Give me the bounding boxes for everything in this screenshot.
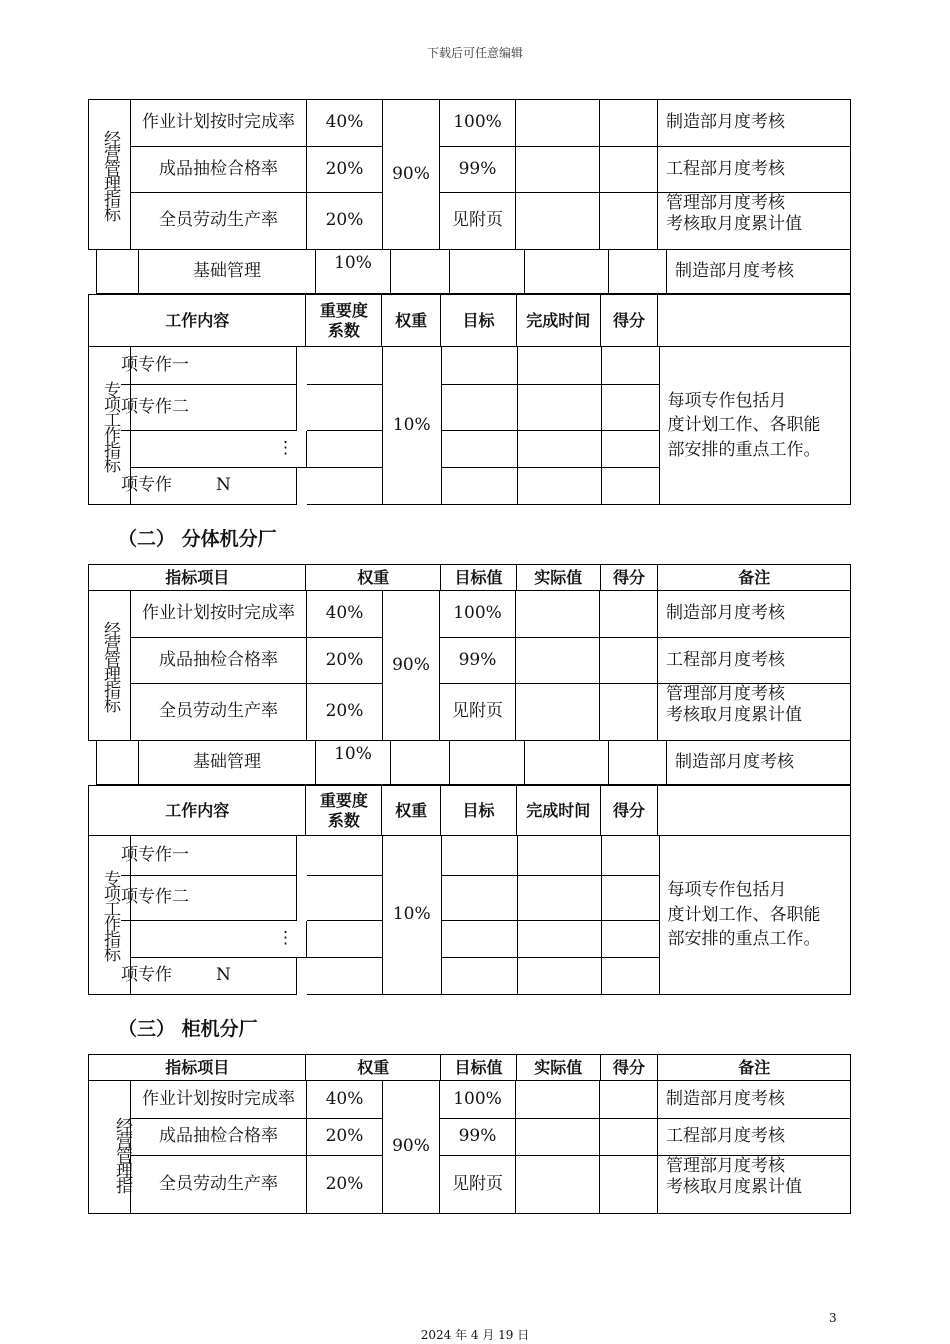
plan-rate-actual[interactable] [516,1081,600,1119]
note-line-1: 管理部月度考核 [666,193,785,213]
qc-rate-score[interactable] [600,1119,658,1156]
task-1: 项专作一 [121,836,297,876]
qc-rate-score[interactable] [600,147,658,193]
basic-mgmt-c4[interactable] [609,250,667,294]
h-importance-2: 系数 [327,810,360,830]
productivity-actual[interactable] [516,193,600,250]
mgmt-index-label: 经营管理指标 [89,100,131,250]
h-importance-1: 重要度 [319,300,368,320]
section-3-title: （三） 柜机分厂 [118,1018,258,1040]
task-2: 项专作二 [121,385,297,431]
productivity-actual[interactable] [516,684,600,741]
special-weight: 10% [383,347,442,505]
plan-rate-label: 作业计划按时完成率 [131,100,307,147]
imp-1[interactable] [307,347,383,385]
h-weight: 权重 [306,1055,441,1081]
qc-rate-label: 成品抽检合格率 [131,1119,307,1156]
note-line-2: 考核取月度累计值 [666,1177,802,1198]
h-importance [306,295,382,347]
h-score: 得分 [601,565,659,591]
plan-rate-target: 100% [440,1081,516,1119]
plan-rate-weight: 40% [307,1081,383,1119]
task-n-suffix: N [216,965,231,986]
plan-rate-label: 作业计划按时完成率 [131,591,307,638]
special-note-1: 每项专作包括月 [667,390,787,411]
productivity-weight: 20% [307,684,383,741]
h-target: 目标值 [441,565,517,591]
special-work-table-2 [88,785,851,995]
qc-rate-note: 工程部月度考核 [658,1119,851,1156]
qc-rate-weight: 20% [307,147,383,193]
productivity-score[interactable] [600,1156,658,1214]
page-header: 下载后可任意编辑 [426,46,523,60]
h-actual: 实际值 [517,1055,601,1081]
plan-rate-weight: 40% [307,591,383,638]
task-ellipsis: ⋮ [131,921,307,958]
basic-mgmt-blank [97,250,139,294]
productivity-note [658,193,851,250]
imp-2[interactable] [307,385,383,431]
plan-rate-actual[interactable] [516,100,600,147]
productivity-label: 全员劳动生产率 [131,684,307,741]
h-importance [306,786,382,836]
qc-rate-label: 成品抽检合格率 [131,147,307,193]
h-score: 得分 [601,1055,659,1081]
special-note-1: 每项专作包括月 [667,880,787,901]
basic-mgmt-weight: 10% [316,741,391,785]
qc-rate-weight: 20% [307,638,383,684]
special-note-3: 部安排的重点工作。 [667,929,821,950]
special-note [660,347,851,505]
plan-rate-score[interactable] [600,100,658,147]
h-finish: 完成时间 [517,786,601,836]
imp-3[interactable] [307,431,383,468]
special-index-label: 专项工作指标 [89,347,131,505]
task-n-suffix: N [216,475,231,496]
qc-rate-note: 工程部月度考核 [658,147,851,193]
productivity-note [658,684,851,741]
special-note-3: 部安排的重点工作。 [667,439,821,460]
special-work-table-1 [88,294,851,505]
h-goal: 目标 [441,295,517,347]
page-number: 3 [829,1311,837,1325]
h-weight: 权重 [306,565,441,591]
plan-rate-target: 100% [440,591,516,638]
h-finish: 完成时间 [517,295,601,347]
qc-rate-actual[interactable] [516,638,600,684]
qc-rate-actual[interactable] [516,147,600,193]
productivity-target: 见附页 [440,1156,516,1214]
h-weight: 权重 [382,786,441,836]
h-weight: 权重 [382,295,441,347]
task-n [121,958,297,995]
qc-rate-target: 99% [440,638,516,684]
productivity-score[interactable] [600,193,658,250]
plan-rate-note: 制造部月度考核 [658,591,851,638]
task-ellipsis: ⋮ [131,431,307,468]
section-2-title: （二） 分体机分厂 [118,528,277,550]
basic-mgmt-label: 基础管理 [139,741,316,785]
h-content: 工作内容 [89,786,306,836]
productivity-target: 见附页 [440,193,516,250]
productivity-weight: 20% [307,1156,383,1214]
mgmt-total-weight: 90% [383,100,440,250]
qc-rate-note: 工程部月度考核 [658,638,851,684]
plan-rate-weight: 40% [307,100,383,147]
productivity-note [658,1156,851,1214]
productivity-label: 全员劳动生产率 [131,193,307,250]
basic-mgmt-row [96,741,851,785]
qc-rate-label: 成品抽检合格率 [131,638,307,684]
h-score: 得分 [601,295,659,347]
h-remark: 备注 [658,565,851,591]
basic-mgmt-label: 基础管理 [139,250,316,294]
qc-rate-score[interactable] [600,638,658,684]
task-n [121,468,297,505]
mgmt-index-label: 经营管理指标 [89,591,131,741]
basic-mgmt-c2[interactable] [450,250,525,294]
task-1: 项专作一 [121,347,297,385]
h-item: 指标项目 [89,1055,306,1081]
note-line-2: 考核取月度累计值 [666,214,802,235]
mgmt-total-weight: 90% [383,591,440,741]
table-2 [88,564,851,741]
mgmt-index-label: 经营管理指 [89,1081,131,1214]
footer-date: 2024 年 4 月 19 日 [420,1328,530,1342]
imp-n[interactable] [307,468,383,505]
h-target: 目标值 [441,1055,517,1081]
note-line-2: 考核取月度累计值 [666,705,802,726]
basic-mgmt-note: 制造部月度考核 [667,250,851,294]
qc-rate-weight: 20% [307,1119,383,1156]
qc-rate-actual[interactable] [516,1119,600,1156]
table-1-continued [88,99,851,250]
basic-mgmt-weight: 10% [316,250,391,294]
special-index-label: 专项工作指标 [89,836,131,995]
qc-rate-target: 99% [440,147,516,193]
plan-rate-note: 制造部月度考核 [658,100,851,147]
special-weight: 10% [383,836,442,995]
task-n-label: 项专作 [121,475,172,496]
table-3 [88,1054,851,1214]
plan-rate-actual[interactable] [516,591,600,638]
productivity-target: 见附页 [440,684,516,741]
plan-rate-score[interactable] [600,1081,658,1119]
special-note-2: 度计划工作、各职能 [667,415,821,436]
basic-mgmt-c3[interactable] [525,250,609,294]
h-importance-2: 系数 [327,320,360,340]
basic-mgmt-note: 制造部月度考核 [667,741,851,785]
h-blank [658,295,851,347]
h-item: 指标项目 [89,565,306,591]
h-score: 得分 [601,786,659,836]
task-n-label: 项专作 [121,965,172,986]
plan-rate-score[interactable] [600,591,658,638]
special-note-2: 度计划工作、各职能 [667,904,821,925]
productivity-label: 全员劳动生产率 [131,1156,307,1214]
h-remark: 备注 [658,1055,851,1081]
mgmt-total-weight: 90% [383,1081,440,1214]
qc-rate-target: 99% [440,1119,516,1156]
note-line-1: 管理部月度考核 [666,684,785,704]
productivity-actual[interactable] [516,1156,600,1214]
special-note [660,836,851,995]
productivity-weight: 20% [307,193,383,250]
basic-mgmt-row [96,250,851,294]
productivity-score[interactable] [600,684,658,741]
task-2: 项专作二 [121,876,297,921]
h-goal: 目标 [441,786,517,836]
h-actual: 实际值 [517,565,601,591]
basic-mgmt-c1[interactable] [391,250,450,294]
h-importance-1: 重要度 [319,790,368,810]
plan-rate-label: 作业计划按时完成率 [131,1081,307,1119]
h-content: 工作内容 [89,295,306,347]
note-line-1: 管理部月度考核 [666,1156,785,1176]
plan-rate-target: 100% [440,100,516,147]
plan-rate-note: 制造部月度考核 [658,1081,851,1119]
